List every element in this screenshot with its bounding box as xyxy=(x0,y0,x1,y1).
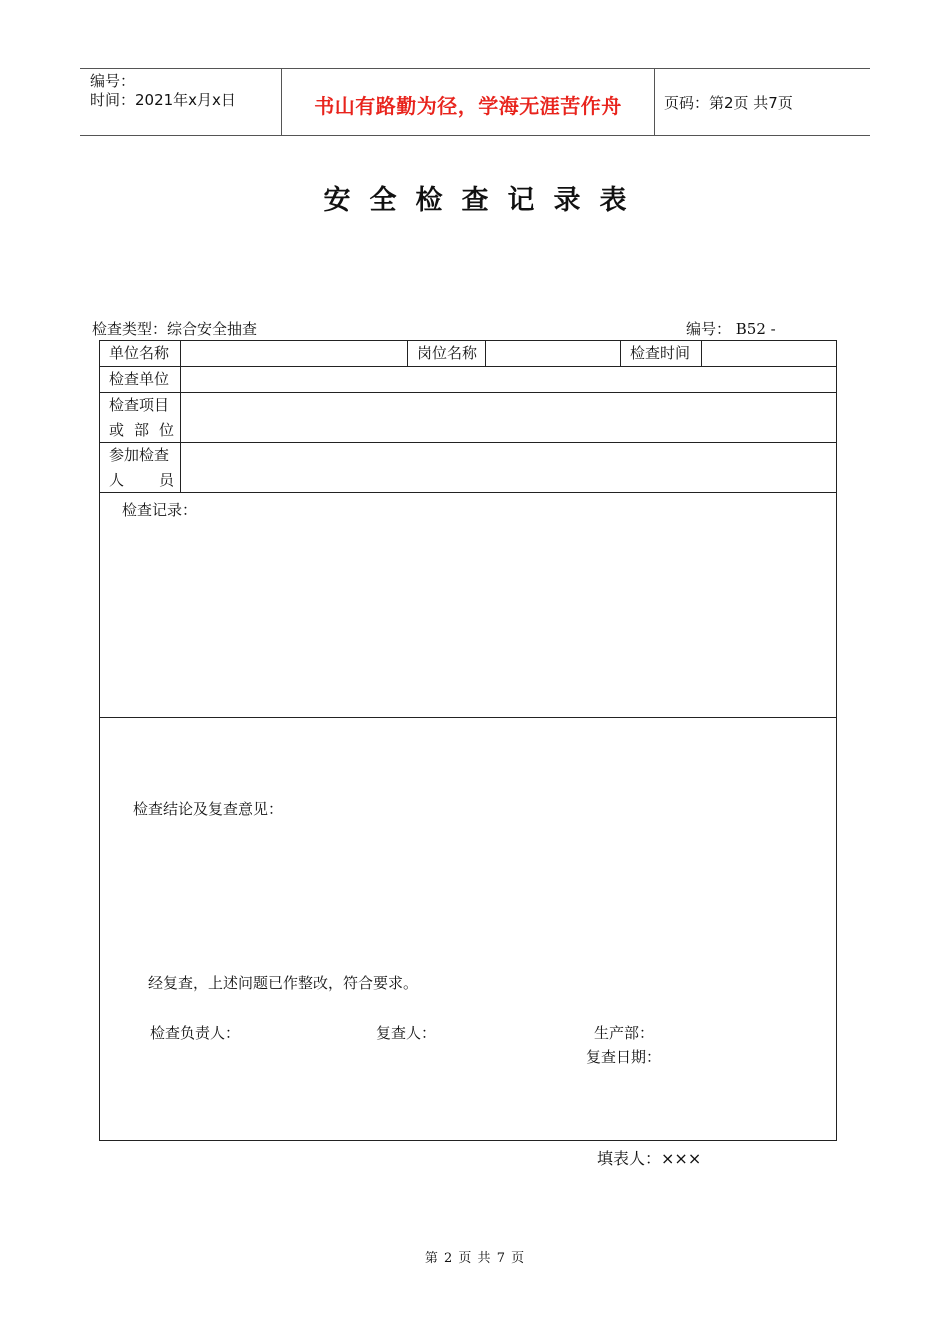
form-row-check-unit xyxy=(100,367,836,393)
participants-char: 人 xyxy=(109,471,125,489)
participants-char: 员 xyxy=(158,471,174,489)
check-unit-field[interactable] xyxy=(181,367,836,392)
responsible-person-label: 检查负责人： xyxy=(150,1024,241,1042)
check-item-char: 部 xyxy=(133,421,149,439)
document-title: 安全检查记录表 xyxy=(323,185,646,216)
check-unit-label: 检查单位 xyxy=(100,367,181,392)
form-filler: 填表人：××× xyxy=(597,1149,702,1168)
participants-label-line2 xyxy=(100,468,180,493)
header-divider-right xyxy=(654,68,655,135)
review-statement: 经复查，上述问题已作整改，符合要求。 xyxy=(148,974,419,992)
header-page-info: 页码：第2页 共7页 xyxy=(664,94,793,112)
conclusion-label: 检查结论及复查意见： xyxy=(133,800,284,818)
record-label: 检查记录： xyxy=(122,501,198,519)
footer-page-number: 第 2 页 共 7 页 xyxy=(424,1251,526,1266)
form-row-check-item xyxy=(100,393,836,443)
inspection-form xyxy=(99,340,837,1141)
record-section[interactable] xyxy=(100,493,836,718)
header-motto: 书山有路勤为径，学海无涯苦作舟 xyxy=(314,94,622,118)
production-dept-label: 生产部： xyxy=(594,1024,655,1042)
header-top-rule xyxy=(80,68,870,69)
post-name-label: 岗位名称 xyxy=(408,341,486,366)
check-item-label xyxy=(100,393,181,442)
form-row-participants xyxy=(100,443,836,493)
participants-field[interactable] xyxy=(181,443,836,492)
header-code-label: 编号： xyxy=(90,72,136,90)
check-time-field[interactable] xyxy=(702,341,836,366)
unit-name-label: 单位名称 xyxy=(100,341,181,366)
inspection-type: 检查类型：综合安全抽查 xyxy=(92,320,258,338)
doc-number: 编号： B52 - xyxy=(686,320,776,338)
check-item-label-line2 xyxy=(100,418,180,443)
header-bottom-rule xyxy=(80,135,870,136)
participants-label-line1: 参加检查 xyxy=(109,446,170,464)
check-item-char: 位 xyxy=(158,421,174,439)
check-item-label-line1: 检查项目 xyxy=(109,396,170,414)
check-time-label: 检查时间 xyxy=(621,341,702,366)
review-date-label: 复查日期： xyxy=(586,1048,662,1066)
reviewer-label: 复查人： xyxy=(376,1024,437,1042)
header-time: 时间：2021年x月x日 xyxy=(90,91,236,109)
form-row-unit xyxy=(100,341,836,367)
participants-label xyxy=(100,443,181,492)
conclusion-section[interactable] xyxy=(100,718,836,1140)
check-item-field[interactable] xyxy=(181,393,836,442)
post-name-field[interactable] xyxy=(486,341,621,366)
unit-name-field[interactable] xyxy=(181,341,408,366)
check-item-char: 或 xyxy=(109,421,125,439)
